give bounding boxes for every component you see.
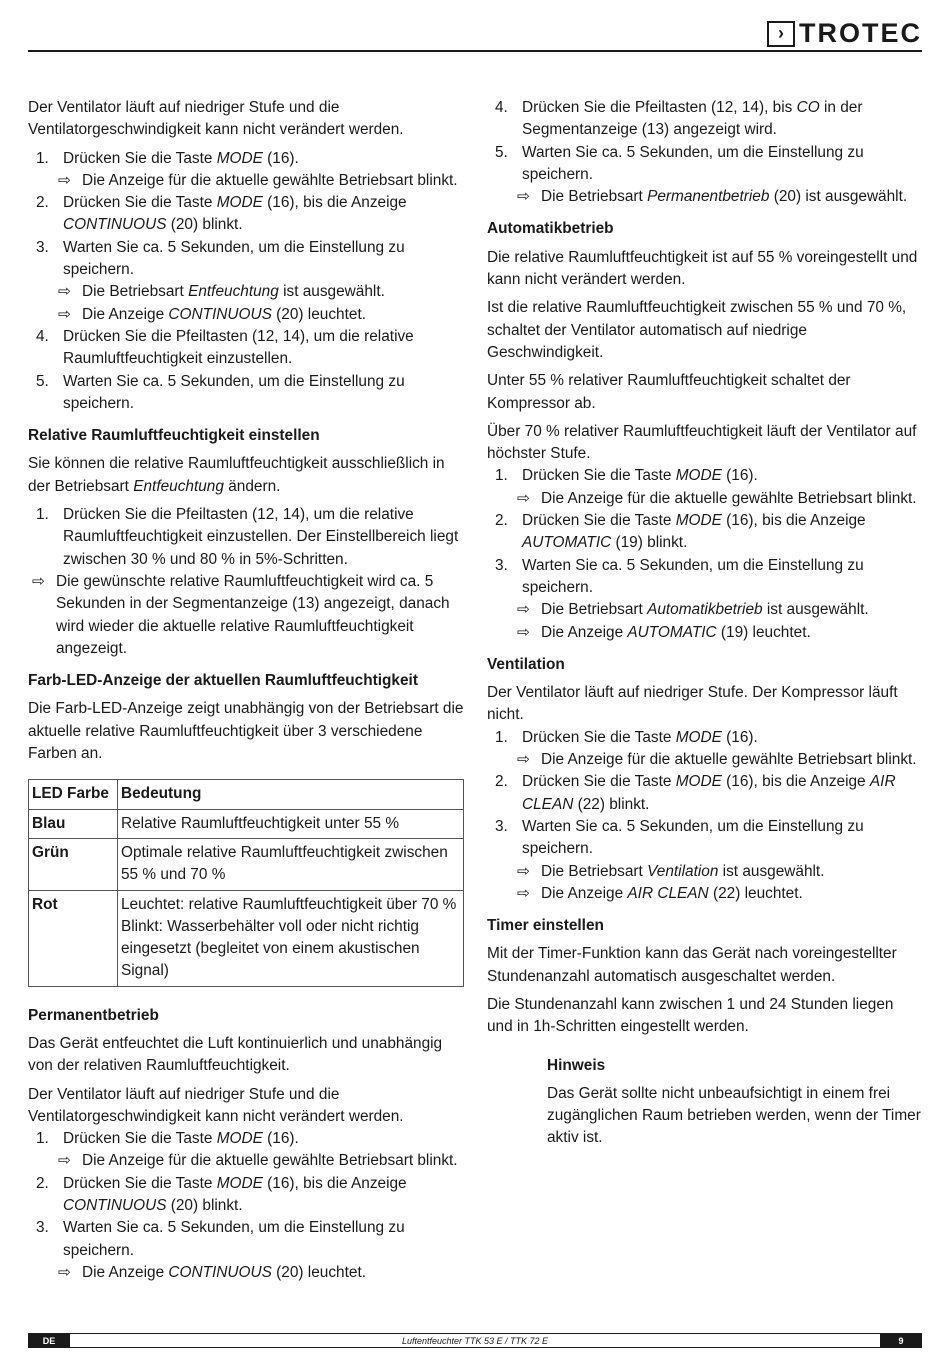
section-heading-automatic: Automatikbetrieb [487, 220, 614, 238]
vent-step-3-result-b: ⇨ Die Anzeige AIR CLEAN (22) leuchtet. [487, 883, 923, 905]
logo-chevron-icon: › [767, 21, 795, 47]
perm-step-5: 5. Warten Sie ca. 5 Sekunden, um die Einstellung zu speichern. [495, 143, 864, 183]
arrow-icon: ⇨ [517, 601, 530, 619]
auto-paragraph-4: Über 70 % relativer Raumluftfeuchtigkeit läuft der Ventilator auf höchster Stufe. [487, 422, 917, 463]
table-row [29, 838, 464, 890]
table-row [29, 809, 464, 838]
vent-paragraph: Der Ventilator läuft auf niedriger Stufe. Der Kompressor läuft nicht. [487, 684, 898, 724]
step-2: 2. Drücken Sie die Taste MODE (16), bis die Anzeige CONTINUOUS (20) blinkt. [36, 194, 407, 234]
trotec-logo [767, 20, 922, 47]
vent-step-3: 3. Warten Sie ca. 5 Sekunden, um die Einstellung zu speichern. [495, 817, 864, 858]
vent-step-3-result-a: ⇨ Die Betriebsart Ventilation ist ausgewählt. [487, 861, 923, 883]
rh-result: ⇨ Die gewünschte relative Raumluftfeuchtigkeit wird ca. 5 Sekunden in der Segmentanzeige (13) angezeigt, danach wird wieder die aktuelle relative Raumluftfeuchtigkeit angezeigt. [32, 572, 450, 657]
vent-step-1-result: ⇨ Die Anzeige für die aktuelle gewählte Betriebsart blinkt. [487, 749, 923, 771]
arrow-icon: ⇨ [58, 1263, 71, 1281]
step-5: 5. Warten Sie ca. 5 Sekunden, um die Einstellung zu speichern. [36, 372, 405, 412]
arrow-icon: ⇨ [517, 489, 530, 507]
arrow-icon: ⇨ [58, 305, 71, 323]
section-heading-relative-humidity: Relative Raumluftfeuchtigkeit einstellen [28, 427, 320, 445]
table-cell-meaning: Leuchtet: relative Raumluftfeuchtigkeit über 70 % Blinkt: Wasserbehälter voll oder nicht richtig eingesetzt (begleitet von einem akustischen Signal) [118, 890, 464, 986]
arrow-icon: ⇨ [517, 862, 530, 880]
auto-step-1: 1. Drücken Sie die Taste MODE (16). [495, 467, 758, 485]
perm-step-1: 1. Drücken Sie die Taste MODE (16). [36, 1130, 299, 1148]
note-box [547, 1055, 923, 1150]
table-cell-meaning: Optimale relative Raumluftfeuchtigkeit zwischen 55 % und 70 % [118, 838, 464, 890]
table-header-cell: Bedeutung [118, 780, 464, 809]
auto-paragraph-2: Ist die relative Raumluftfeuchtigkeit zwischen 55 % und 70 %, schaltet der Ventilator automatisch auf niedrige Geschwindigkeit. [487, 299, 907, 361]
vent-step-2: 2. Drücken Sie die Taste MODE (16), bis die Anzeige AIR CLEAN (22) blinkt. [495, 773, 896, 813]
arrow-icon: ⇨ [32, 572, 45, 590]
step-3-result-a: ⇨ Die Betriebsart Entfeuchtung ist ausgewählt. [28, 281, 464, 303]
table-cell-color: Blau [29, 809, 118, 838]
section-heading-timer: Timer einstellen [487, 917, 604, 935]
perm-step-1-result: ⇨ Die Anzeige für die aktuelle gewählte Betriebsart blinkt. [28, 1150, 464, 1172]
note-text: Das Gerät sollte nicht unbeaufsichtigt in einem frei zugänglichen Raum betrieben werden, wenn der Timer aktiv ist. [547, 1084, 921, 1147]
footer-product: Luftentfeuchter TTK 53 E / TTK 72 E [401, 1335, 549, 1346]
arrow-icon: ⇨ [517, 751, 530, 769]
perm-paragraph-1: Das Gerät entfeuchtet die Luft kontinuierlich und unabhängig von der relativen Raumluftfeuchtigkeit. [28, 1034, 443, 1075]
arrow-icon: ⇨ [517, 884, 530, 902]
step-4: 4. Drücken Sie die Pfeiltasten (12, 14), um die relative Raumluftfeuchtigkeit einzustellen. [36, 327, 414, 368]
table-cell-meaning: Relative Raumluftfeuchtigkeit unter 55 % [118, 809, 464, 838]
auto-paragraph-3: Unter 55 % relativer Raumluftfeuchtigkeit schaltet der Kompressor ab. [487, 372, 851, 412]
section-heading-led: Farb-LED-Anzeige der aktuellen Raumluftfeuchtigkeit [28, 672, 418, 690]
table-header-cell: LED Farbe [29, 780, 118, 809]
arrow-icon: ⇨ [517, 623, 530, 641]
auto-step-1-result: ⇨ Die Anzeige für die aktuelle gewählte Betriebsart blinkt. [487, 488, 923, 510]
logo-text: TROTEC [799, 18, 922, 48]
vent-step-1: 1. Drücken Sie die Taste MODE (16). [495, 728, 758, 746]
table-cell-color: Grün [29, 838, 118, 890]
table-header-row [29, 780, 464, 809]
auto-step-3-result-b: ⇨ Die Anzeige AUTOMATIC (19) leuchtet. [487, 622, 923, 644]
section-heading-permanent: Permanentbetrieb [28, 1006, 159, 1024]
perm-step-4: 4. Drücken Sie die Pfeiltasten (12, 14), bis CO in der Segmentanzeige (13) angezeigt wird. [495, 99, 863, 139]
perm-paragraph-2: Der Ventilator läuft auf niedriger Stufe und die Ventilatorgeschwindigkeit kann nicht verändert werden. [28, 1085, 404, 1125]
rh-paragraph: Sie können die relative Raumluftfeuchtigkeit ausschließlich in der Betriebsart Entfeuchtung ändern. [28, 455, 445, 495]
footer-language: DE [28, 1334, 70, 1347]
timer-paragraph-1: Mit der Timer-Funktion kann das Gerät nach voreingestellter Stundenanzahl automatisch ausgeschaltet werden. [487, 945, 897, 985]
right-column [487, 97, 923, 1156]
led-paragraph: Die Farb-LED-Anzeige zeigt unabhängig von der Betriebsart die aktuelle relative Raumluftfeuchtigkeit über 3 verschiedene Farben an. [28, 700, 464, 763]
arrow-icon: ⇨ [58, 283, 71, 301]
auto-paragraph-1: Die relative Raumluftfeuchtigkeit ist auf 55 % voreingestellt und kann nicht verändert werden. [487, 248, 918, 289]
timer-paragraph-2: Die Stundenanzahl kann zwischen 1 und 24 Stunden liegen und in 1h-Schritten eingestellt werden. [487, 995, 894, 1036]
left-column [28, 97, 464, 1284]
auto-step-2: 2. Drücken Sie die Taste MODE (16), bis die Anzeige AUTOMATIC (19) blinkt. [495, 512, 866, 552]
rh-step-1: 1. Drücken Sie die Pfeiltasten (12, 14), um die relative Raumluftfeuchtigkeit einzustellen. Der Einstellbereich liegt zwischen 30 % und 80 % in 5%-Schritten. [36, 506, 459, 568]
arrow-icon: ⇨ [58, 171, 71, 189]
perm-step-3: 3. Warten Sie ca. 5 Sekunden, um die Einstellung zu speichern. [36, 1219, 405, 1259]
perm-step-2: 2. Drücken Sie die Taste MODE (16), bis die Anzeige CONTINUOUS (20) blinkt. [36, 1174, 407, 1215]
intro-paragraph: Der Ventilator läuft auf niedriger Stufe und die Ventilatorgeschwindigkeit kann nicht verändert werden. [28, 99, 404, 139]
header-rule [28, 50, 922, 52]
auto-step-3: 3. Warten Sie ca. 5 Sekunden, um die Einstellung zu speichern. [495, 556, 864, 596]
footer-page-number: 9 [880, 1334, 922, 1347]
auto-step-3-result-a: ⇨ Die Betriebsart Automatikbetrieb ist ausgewählt. [487, 599, 923, 621]
arrow-icon: ⇨ [517, 188, 530, 206]
table-row [29, 890, 464, 986]
step-1: 1. Drücken Sie die Taste MODE (16). [36, 149, 299, 167]
note-heading: Hinweis [547, 1056, 606, 1074]
section-heading-ventilation: Ventilation [487, 655, 565, 673]
page-footer [28, 1333, 922, 1348]
step-3-result-b: ⇨ Die Anzeige CONTINUOUS (20) leuchtet. [28, 304, 464, 326]
step-1-result: ⇨ Die Anzeige für die aktuelle gewählte Betriebsart blinkt. [28, 170, 464, 192]
perm-step-3-result: ⇨ Die Anzeige CONTINUOUS (20) leuchtet. [28, 1262, 464, 1284]
step-3: 3. Warten Sie ca. 5 Sekunden, um die Einstellung zu speichern. [36, 238, 405, 279]
table-cell-color: Rot [29, 890, 118, 986]
arrow-icon: ⇨ [58, 1152, 71, 1170]
led-table [28, 779, 464, 986]
perm-step-5-result: ⇨ Die Betriebsart Permanentbetrieb (20) ist ausgewählt. [487, 186, 923, 208]
